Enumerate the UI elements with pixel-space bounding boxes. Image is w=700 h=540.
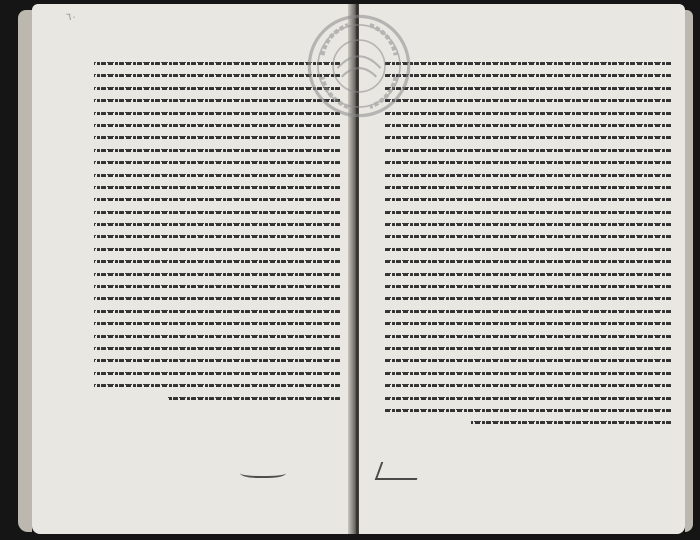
manuscript-line <box>385 99 671 102</box>
manuscript-line <box>94 62 340 65</box>
manuscript-line <box>168 397 340 400</box>
manuscript-line <box>94 136 340 139</box>
manuscript-line <box>385 136 671 139</box>
manuscript-line <box>385 397 671 400</box>
manuscript-line <box>94 112 340 115</box>
manuscript-line <box>94 384 340 387</box>
manuscript-line <box>385 322 671 325</box>
left-page-text <box>94 62 340 409</box>
manuscript-line <box>94 149 340 152</box>
manuscript-line <box>94 359 340 362</box>
manuscript-line <box>94 186 340 189</box>
manuscript-line <box>385 161 671 164</box>
manuscript-line <box>94 248 340 251</box>
manuscript-line <box>385 347 671 350</box>
manuscript-line <box>94 285 340 288</box>
manuscript-line <box>385 409 671 412</box>
manuscript-line <box>94 235 340 238</box>
manuscript-line <box>94 310 340 313</box>
left-page-edge <box>18 10 32 532</box>
manuscript-line <box>94 347 340 350</box>
manuscript-line <box>94 297 340 300</box>
manuscript-line <box>385 359 671 362</box>
manuscript-line <box>385 297 671 300</box>
manuscript-line <box>94 322 340 325</box>
manuscript-line <box>385 248 671 251</box>
manuscript-line <box>385 174 671 177</box>
manuscript-line <box>385 235 671 238</box>
manuscript-line <box>385 186 671 189</box>
manuscript-line <box>94 198 340 201</box>
manuscript-line <box>385 62 671 65</box>
manuscript-line <box>385 223 671 226</box>
manuscript-line <box>385 211 671 214</box>
right-page-edge <box>685 10 693 532</box>
manuscript-line <box>94 260 340 263</box>
manuscript-line <box>94 335 340 338</box>
manuscript-line <box>385 149 671 152</box>
catchword-mark-icon <box>240 466 286 478</box>
manuscript-line <box>385 384 671 387</box>
end-mark-icon <box>375 462 424 480</box>
manuscript-line <box>94 223 340 226</box>
manuscript-line <box>385 285 671 288</box>
manuscript-line <box>94 161 340 164</box>
manuscript-line <box>385 372 671 375</box>
manuscript-line <box>385 124 671 127</box>
manuscript-line <box>471 421 671 424</box>
manuscript-line <box>94 99 340 102</box>
manuscript-line <box>385 273 671 276</box>
manuscript-line <box>385 112 671 115</box>
manuscript-line <box>94 74 340 77</box>
open-manuscript <box>18 4 686 538</box>
manuscript-line <box>385 87 671 90</box>
manuscript-line <box>94 174 340 177</box>
manuscript-line <box>94 273 340 276</box>
manuscript-line <box>385 74 671 77</box>
manuscript-line <box>385 335 671 338</box>
manuscript-line <box>385 310 671 313</box>
manuscript-line <box>385 198 671 201</box>
right-page-text <box>385 62 671 434</box>
manuscript-line <box>94 87 340 90</box>
manuscript-line <box>94 124 340 127</box>
manuscript-line <box>94 372 340 375</box>
page-number: ٦٠ <box>66 12 77 23</box>
manuscript-line <box>385 260 671 263</box>
library-seal-icon <box>305 12 413 120</box>
manuscript-line <box>94 211 340 214</box>
